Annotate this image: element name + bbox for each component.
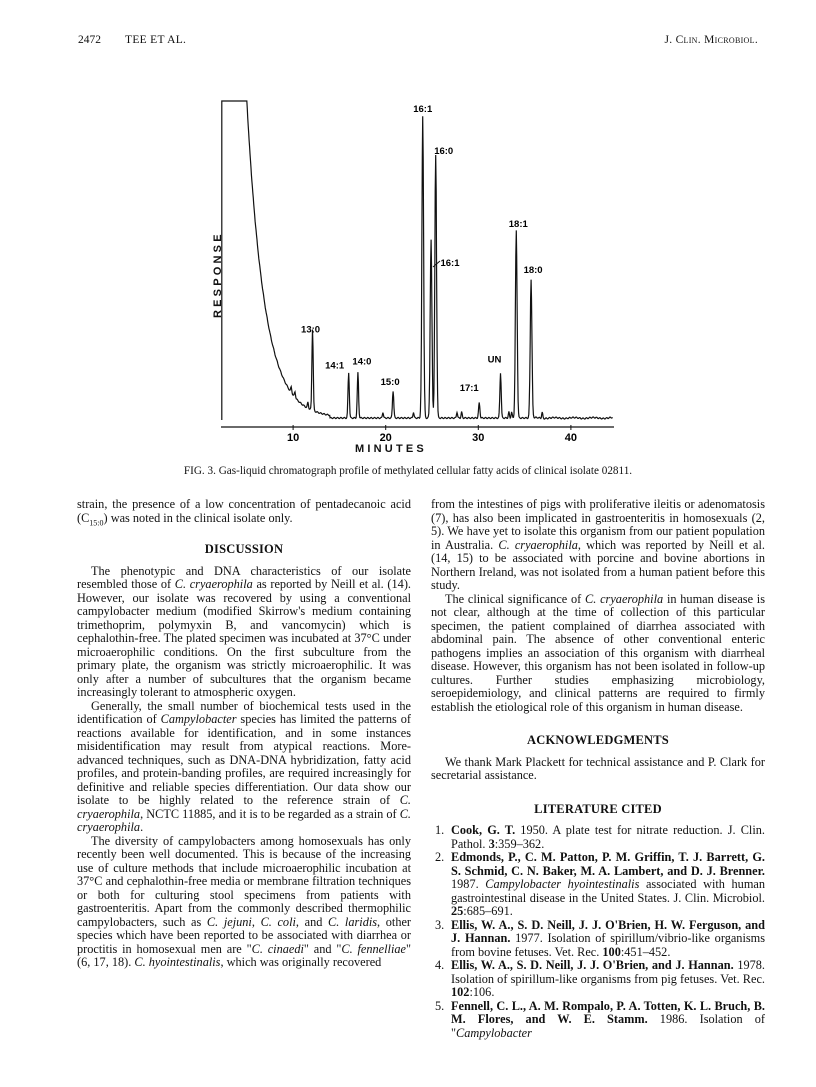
peak-label: 16:0: [434, 146, 454, 157]
peak-label: UN: [487, 354, 502, 366]
reference-item: 3. Ellis, W. A., S. D. Neill, J. J. O'Brien, H. W. Ferguson, and J. Hannan. 1977. Isolation of spirillum/vibrio-like organisms from bovine fetuses. Vet. Rec. 100:451–452.: [435, 917, 765, 959]
literature-cited-heading: LITERATURE CITED: [534, 801, 662, 816]
figure-caption: FIG. 3. Gas-liquid chromatograph profile of methylated cellular fatty acids of clinical isolate 02811.: [183, 465, 633, 477]
reference-item: 2. Edmonds, P., C. M. Patton, P. M. Griffin, T. J. Barrett, G. S. Schmid, C. N. Baker, M. A. Lambert, and D. J. Brenner. 1987. Campylobacter hyointestinalis associated with human gastrointestinal disease in the United States. J. Clin. Microbiol. 25:685–691.: [435, 850, 765, 918]
peak-label: 13:0: [301, 324, 321, 336]
discussion-paragraph-3: The diversity of campylobacters among homosexuals has only recently been well documented. This is because of the increasing use of culture methods that include microaerophilic incubation at 37°C and cephalothin-free media or membrane filtration techniques or both for culturing stool specimens from patients with gastroenteritis. Apart from the commonly described thermophilic campylobacters, such as C. jejuni, C. coli, and C. laridis, other species which have been reported to be associated with diarrhea or proctitis in homosexual men are "C. cinaedi" and "C. fennelliae" (6, 17, 18). C. hyointestinalis, which was originally recovered: [77, 833, 412, 969]
discussion-paragraph-4: from the intestines of pigs with proliferative ileitis or adenomatosis (7), has also been implicated in gastroenteritis in homosexuals (2, 5). We have yet to isolate this organism from our patient population in Australia. C. cryaerophila, which was reported by Neill et al. (14, 15) to be associated with porcine and bovine abortions in Northern Ireland, was not isolated from a human patient before this study.: [431, 497, 765, 592]
right-column: [431, 498, 765, 1040]
running-head-journal: J. Clin. Microbiol.: [664, 34, 758, 46]
svg-text:RESPONSE: RESPONSE: [212, 231, 224, 318]
peak-label: 16:1: [440, 258, 460, 269]
discussion-paragraph-5: The clinical significance of C. cryaerophila in human disease is not clear, although at the time of collection of this particular specimen, the patient complained of diarrhea associated with abdominal pain. The absence of other conventional enteric pathogens implies an association of this organism with diarrheal disease. However, this organism has not been isolated in follow-up cultures. Further studies emphasizing microbiology, seroepidemiology, and clinical patterns are required to firmly establish the etiological role of this organism in human disease.: [431, 591, 765, 714]
peak-label: 18:0: [523, 265, 543, 277]
peak-label: 14:1: [325, 360, 345, 372]
peak-label: 16:1: [413, 104, 433, 115]
x-axis-label: MINUTES: [355, 443, 427, 455]
peak-label: 14:0: [352, 356, 372, 368]
discussion-paragraph-1: The phenotypic and DNA characteristics of our isolate resembled those of C. cryaerophila as reported by Neill et al. (14). However, our isolate was recovered by using a conventional campylobacter medium (modified Skirrow's medium containing trimethoprim, polymyxin B, and vancomycin) which is cephalothin-free. The plated specimen was incubated at 37°C under microaerophilic conditions. On the first subculture from the primary plate, the organism was strictly microaerophilic. It was only after a number of subcultures that the organism became increasingly tolerant to atmospheric oxygen.: [77, 563, 411, 699]
discussion-heading: DISCUSSION: [204, 542, 284, 556]
figure-3: [0, 0, 816, 480]
page-number: 2472: [78, 34, 101, 46]
acknowledgments-text: We thank Mark Plackett for technical assistance and P. Clark for secretarial assistance.: [431, 754, 765, 782]
reference-item: 1. Cook, G. T. 1950. A plate test for nitrate reduction. J. Clin. Pathol. 3:359–362.: [435, 823, 765, 851]
reference-item: 4. Ellis, W. A., S. D. Neill, J. J. O'Brien, and J. Hannan. 1978. Isolation of spirillum-like organisms from pig fetuses. Vet. Rec. 102:106.: [435, 958, 765, 999]
svg-text:30: 30: [472, 432, 485, 444]
x-axis-ticks: [287, 425, 577, 444]
acknowledgments-heading: ACKNOWLEDGMENTS: [527, 733, 669, 747]
running-head-authors: TEE ET AL.: [125, 34, 187, 46]
svg-text:10: 10: [286, 432, 300, 444]
peak-label: 17:1: [459, 382, 479, 394]
reference-list: [431, 824, 765, 1040]
discussion-paragraph-2: Generally, the small number of biochemical tests used in the identification of Campylobacter species has limited the patterns of reactions available for identification, and in some instances misidentification may result from atypical reactions. More-advanced techniques, such as DNA-DNA hybridization, fatty acid profiles, and protein-banding profiles, are required increasingly for definitive and reliable species differentiation. Our data show our isolate to be highly related to the reference strain of C. cryaerophila, NCTC 11885, and it is to be regarded as a strain of C. cryaerophila.: [77, 698, 411, 834]
chromatogram-trace: [222, 100, 613, 420]
chromatogram-chart: [0, 0, 816, 480]
reference-item: 5. Fennell, C. L., A. M. Rompalo, P. A. Totten, K. L. Bruch, B. M. Flores, and W. E. Stamm. 1986. Isolation of "Campylobacter: [435, 998, 765, 1040]
peak-label: 15:0: [380, 376, 400, 388]
svg-text:40: 40: [564, 432, 578, 444]
paragraph-continued: strain, the presence of a low concentration of pentadecanoic acid $(C_{15:0})$ was noted in the clinical isolate only.: [77, 497, 411, 527]
svg-text:20: 20: [379, 432, 392, 444]
peak-label: 18:1: [508, 218, 528, 230]
left-column: [77, 498, 411, 970]
